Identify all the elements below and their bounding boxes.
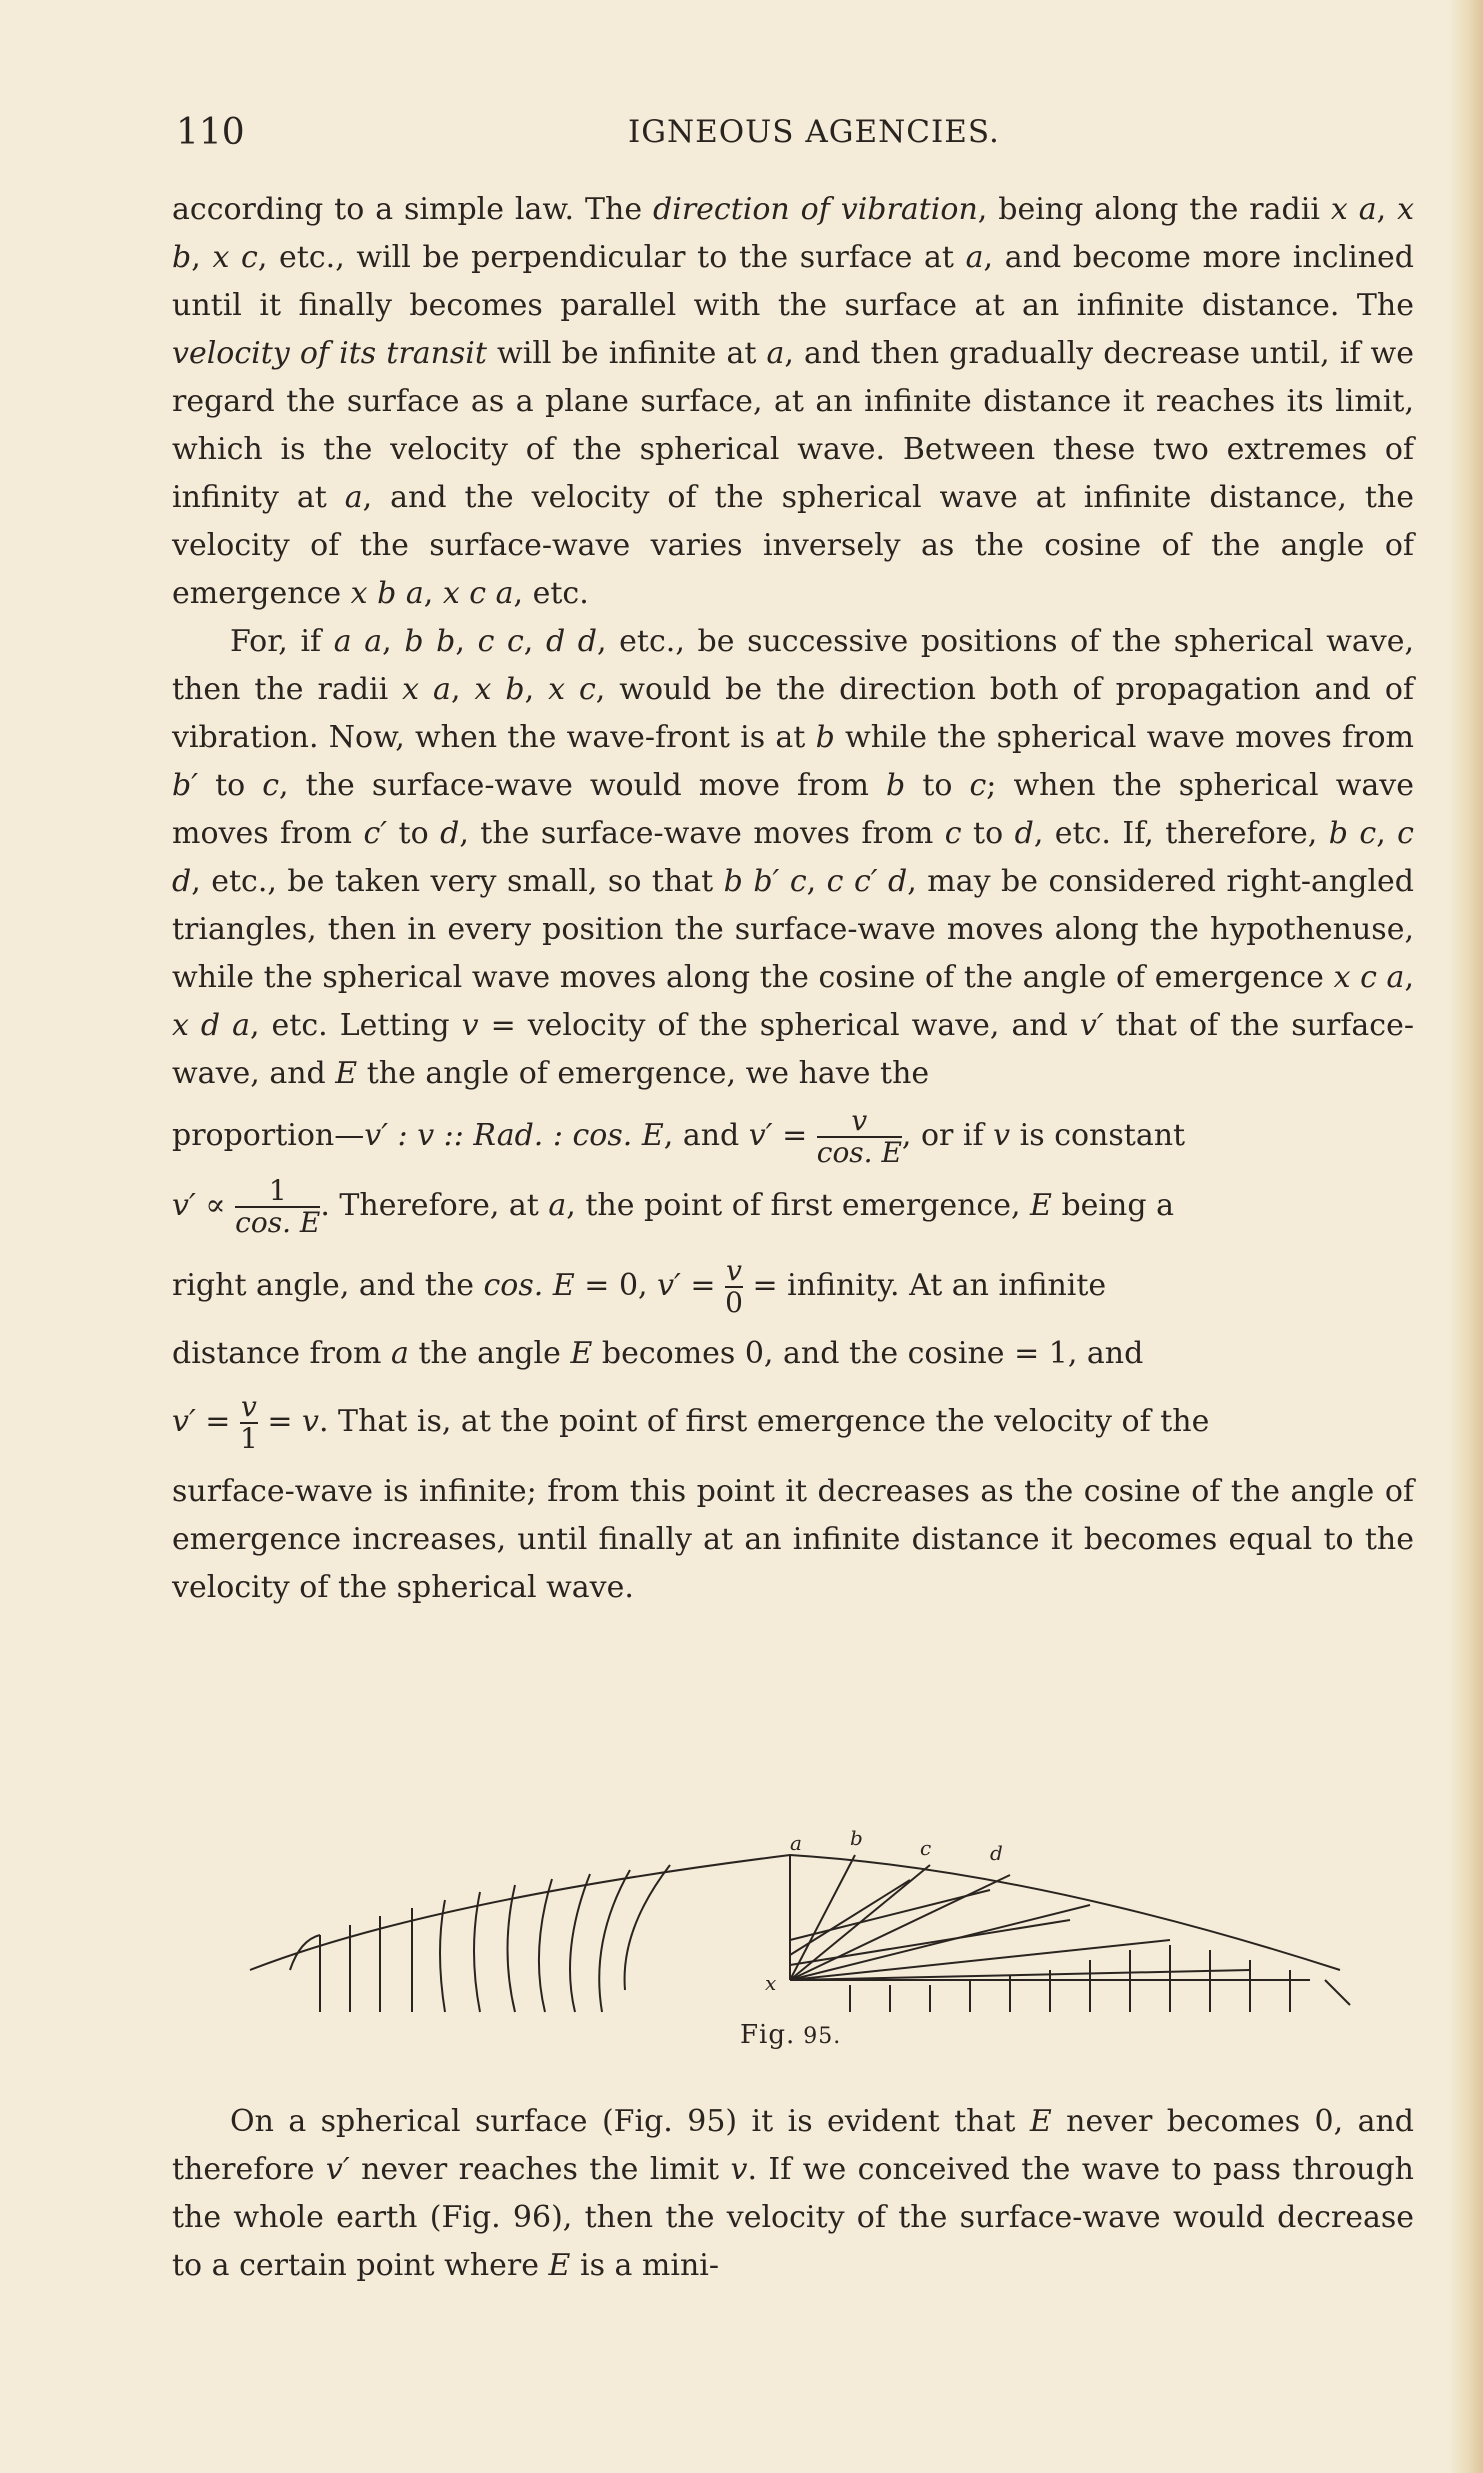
wavefront xyxy=(570,1874,590,2012)
fraction: $\frac{v}{\cos. E}$ xyxy=(816,1104,902,1169)
fraction: $\frac{v}{0}$ xyxy=(725,1254,743,1319)
radius-xb xyxy=(790,1855,855,1980)
equation-proportion: proportion—v′ : v :: Rad. : cos. E, and v′ = $\frac{v}{\cos. E}$ , or if v is constant xyxy=(172,1104,1186,1169)
fraction: $\frac{1}{\cos. E}$ xyxy=(235,1174,321,1239)
fraction: $\frac{v}{1}$ xyxy=(239,1390,258,1455)
paragraph-1: according to a simple law. The direction of vibration, being along the radii x a, x b, x c, etc., will be perpendicular to the surface at a, and become more inclined until it finally becomes parallel with the surface at an infinite distance. The velocity of its transit will be infinite at a, and then gradually decrease until, if we regard the surface as a plane surface, at an infinite distance it reaches its limit, which is the velocity of the spherical wave. Between these two extremes of infinity at a, and the velocity of the spherical wave at infinite distance, the velocity of the surface-wave varies inversely as the cosine of the angle of emergence x b a, x c a, etc. xyxy=(172,192,1414,611)
wavefront xyxy=(290,1935,320,1970)
paragraph-3: surface-wave is infinite; from this point it decreases as the cosine of the angle of emergence increases, until finally at an infinite distance it becomes equal to the velocity of the spherical wave. xyxy=(172,1474,1414,1605)
wavefront xyxy=(508,1885,516,2012)
figure-caption: Fig. 95. xyxy=(740,2020,842,2050)
label-a: a xyxy=(790,1831,802,1855)
paragraph-2: For, if a a, b b, c c, d d, etc., be successive positions of the spherical wave, then the radii x a, x b, x c, would be the direction both of propagation and of vibration. Now, when the wave-front is at b while the spherical wave moves from b′ to c, the surface-wave would move from b to c; when the spherical wave moves from c′ to d, the surface-wave moves from c to d, etc. If, therefore, b c, c d, etc., be taken very small, so that b b′ c, c c′ d, may be considered right-angled triangles, then in every position the surface-wave moves along the hypothenuse, while the spherical wave moves along the cosine of the angle of emergence x c a, x d a, etc. Letting v = velocity of the spherical wave, and v′ that of the surface-wave, and E the angle of emergence, we have the xyxy=(172,624,1415,1091)
label-c: c xyxy=(920,1836,932,1860)
equation-proportional: v′ ∝ $\frac{1}{\cos. E}$ . Therefore, at a, the point of first emergence, E being a xyxy=(172,1174,1174,1239)
page-header xyxy=(176,112,1416,162)
wavefront xyxy=(440,1900,445,2012)
wavefront xyxy=(539,1879,552,2012)
equation-infinity: right angle, and the cos. E = 0, v′ = $\frac{v}{0}$ = infinity. At an infinite xyxy=(172,1254,1107,1319)
paragraph-4: On a spherical surface (Fig. 95) it is evident that E never becomes 0, and therefore v′ never reaches the limit v. If we conceived the wave to pass through the whole earth (Fig. 96), then the velocity of the surface-wave would decrease to a certain point where E is a mini- xyxy=(172,2104,1415,2283)
label-b: b xyxy=(850,1830,863,1850)
equation-limit: v′ = $\frac{v}{1}$ = v. That is, at the point of first emergence the velocity of the xyxy=(172,1390,1210,1455)
main-text-continued xyxy=(172,2098,1414,2290)
running-title: IGNEOUS AGENCIES. xyxy=(628,114,1000,150)
figure-95-diagram xyxy=(230,1830,1360,2040)
wavefront xyxy=(599,1870,630,2012)
label-d: d xyxy=(990,1841,1003,1865)
label-x: x xyxy=(765,1971,777,1995)
text-line-distance: distance from a the angle E becomes 0, and the cosine = 1, and xyxy=(172,1336,1144,1371)
page-number: 110 xyxy=(176,112,245,153)
wavefront xyxy=(625,1865,670,1990)
wavefront xyxy=(474,1892,480,2012)
main-text xyxy=(172,186,1414,1612)
page-edge-shadow xyxy=(1449,0,1483,2473)
